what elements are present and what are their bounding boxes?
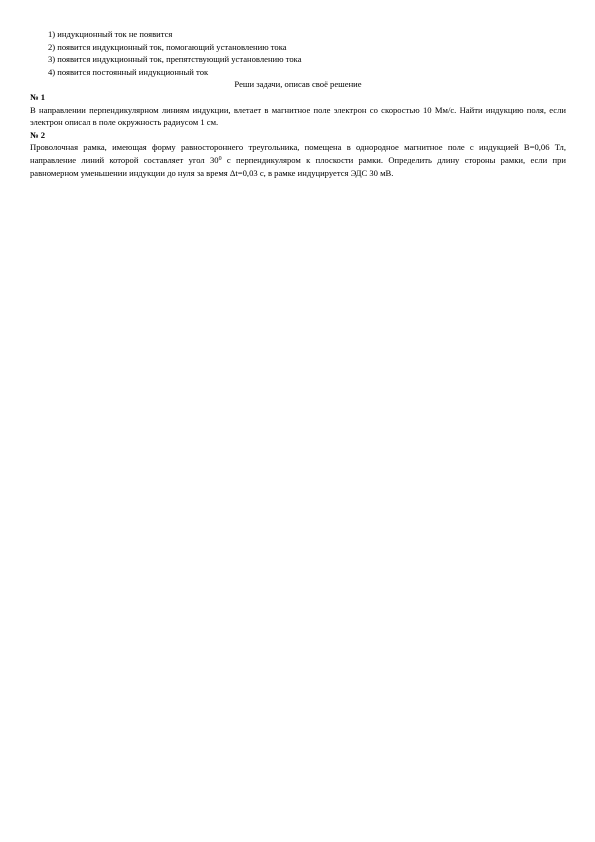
task-text bbox=[30, 141, 566, 179]
instruction-heading: Реши задачи, описав своё решение bbox=[234, 79, 362, 90]
answer-option: 4) появится постоянный индукционный ток bbox=[48, 66, 209, 77]
answer-option: 1) индукционный ток не появится bbox=[48, 29, 173, 39]
task-number: № 2 bbox=[30, 129, 46, 140]
task-number: № 1 bbox=[30, 91, 46, 102]
document-content bbox=[30, 28, 566, 179]
task-text-part: Проволочная рамка, имеющая форму равностороннего треугольника, помещена в однородное магнитное поле с индукцией В=0,06 Тл, направление линий которой составляет угол 30 bbox=[30, 142, 566, 165]
answer-option: 2) появится индукционный ток, помогающий установлению тока bbox=[48, 41, 287, 52]
answer-option: 3) появится индукционный ток, препятствующий установлению тока bbox=[48, 54, 302, 65]
degree-superscript: 0 bbox=[218, 155, 222, 162]
answer-options-list bbox=[30, 28, 566, 78]
task-text: В направлении перпендикулярном линиям индукции, влетает в магнитное поле электрон со скоростью 10 Мм/с. Найти индукцию поля, если электрон описал в поле окружность радиусом 1 см. bbox=[30, 104, 566, 128]
task-1 bbox=[30, 91, 566, 129]
task-2 bbox=[30, 129, 566, 179]
task-text-part: с перпендикуляром к плоскости рамки. Определить длину стороны рамки, если при равномерном уменьшении индукции до нуля за время Δt=0,03 с, в рамке индуцируется ЭДС 30 мВ. bbox=[30, 154, 566, 178]
